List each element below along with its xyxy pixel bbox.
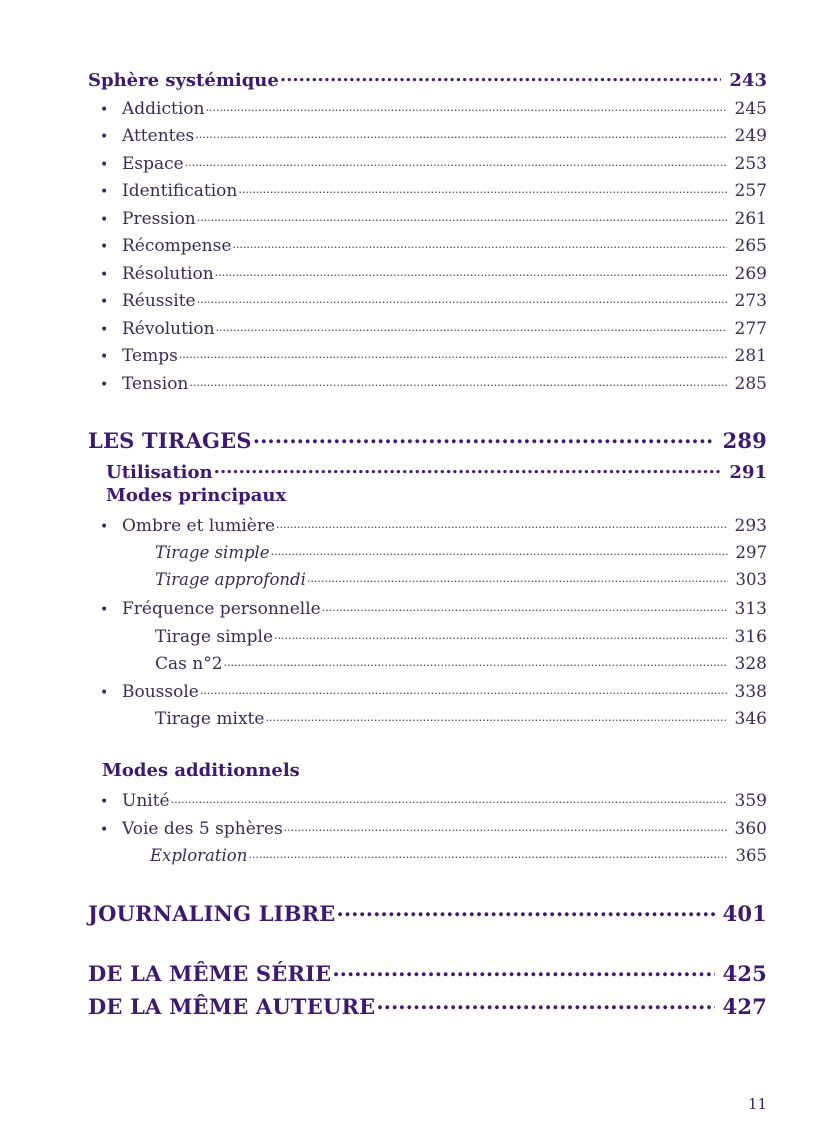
bullet-icon: • (100, 821, 109, 838)
leader-dots (253, 425, 715, 448)
toc-entry-label: Tirage simple (155, 543, 270, 563)
toc-entry-label: Ombre et lumière (122, 515, 276, 536)
toc-entry-label: Utilisation (106, 461, 213, 483)
bullet-icon: • (100, 211, 109, 228)
leader-dots (232, 232, 726, 251)
leader-dots (265, 705, 726, 724)
toc-subentry[interactable] (150, 843, 767, 865)
leader-dots (216, 315, 727, 334)
toc-entry[interactable] (100, 512, 767, 536)
bullet-icon: • (100, 101, 109, 118)
toc-entry-label: DE LA MÊME SÉRIE (88, 961, 332, 987)
bullet-icon: • (100, 793, 109, 810)
toc-entry-page: 245 (734, 98, 767, 119)
leader-dots (197, 287, 727, 306)
toc-entry-page: 316 (734, 626, 767, 647)
bullet-icon: • (100, 321, 109, 338)
toc-entry-label: LES TIRAGES (88, 428, 252, 454)
bullet-icon: • (100, 376, 109, 393)
leader-dots (337, 898, 715, 921)
toc-entry[interactable] (100, 342, 767, 366)
bullet-icon: • (100, 266, 109, 283)
toc-entry-label: JOURNALING LIBRE (88, 901, 336, 927)
toc-entry[interactable] (100, 287, 767, 311)
toc-entry-page: 427 (722, 994, 767, 1020)
toc-entry-label: Tirage approfondi (155, 570, 306, 590)
leader-dots (200, 678, 727, 697)
leader-dots (197, 205, 727, 224)
toc-subentry[interactable] (155, 623, 767, 647)
toc-entry-label: Voie des 5 sphères (122, 818, 283, 839)
toc-entry-label: Cas n°2 (155, 653, 223, 674)
leader-dots (189, 370, 726, 389)
bullet-icon: • (100, 183, 109, 200)
toc-entry-label: Identification (122, 180, 238, 201)
bullet-icon: • (100, 518, 109, 535)
toc-entry-page: 257 (734, 180, 767, 201)
toc-entry-page: 265 (734, 235, 767, 256)
toc-entry-label: Tension (122, 373, 189, 394)
toc-subentry[interactable] (155, 705, 767, 729)
toc-entry-page: 425 (722, 961, 767, 987)
toc-entry[interactable] (100, 260, 767, 284)
toc-entry-page: 249 (734, 125, 767, 146)
toc-entry-page: 338 (734, 681, 767, 702)
toc-entry-label: Espace (122, 153, 184, 174)
toc-entry-page: 277 (734, 318, 767, 339)
bullet-icon: • (100, 293, 109, 310)
toc-entry-label: Récompense (122, 235, 232, 256)
toc-entry-de-la-meme-serie[interactable] (88, 958, 767, 986)
toc-entry-label: Fréquence personnelle (122, 598, 321, 619)
toc-entry-label: Résolution (122, 263, 214, 284)
leader-dots (376, 991, 714, 1014)
leader-dots (185, 150, 727, 169)
toc-entry-page: 303 (735, 570, 767, 590)
toc-entry[interactable] (100, 122, 767, 146)
toc-entry-page: 285 (734, 373, 767, 394)
toc-subentry[interactable] (155, 650, 767, 674)
toc-entry-label: Unité (122, 790, 170, 811)
toc-entry-label: Addiction (122, 98, 205, 119)
toc-entry-de-la-meme-auteure[interactable] (88, 991, 767, 1019)
toc-entry-page: 360 (734, 818, 767, 839)
leader-dots (332, 958, 714, 981)
toc-entry-label: DE LA MÊME AUTEURE (88, 994, 376, 1020)
toc-entry-page: 328 (734, 653, 767, 674)
leader-dots (214, 458, 722, 478)
toc-entry-page: 297 (735, 543, 767, 563)
toc-entry-page: 243 (729, 69, 767, 91)
toc-entry[interactable] (100, 232, 767, 256)
toc-entry-page: 273 (734, 290, 767, 311)
leader-dots (322, 595, 727, 614)
toc-entry[interactable] (100, 815, 767, 839)
toc-entry-page: 261 (734, 208, 767, 229)
toc-entry-page: 281 (734, 345, 767, 366)
toc-entry-journaling-libre[interactable] (88, 898, 767, 926)
toc-entry-page: 346 (734, 708, 767, 729)
bullet-icon: • (100, 156, 109, 173)
modes-principaux-heading: Modes principaux (106, 485, 287, 506)
leader-dots (224, 650, 727, 669)
page-number: 11 (748, 1095, 768, 1113)
modes-additionnels-heading: Modes additionnels (102, 760, 300, 781)
toc-entry-utilisation[interactable] (106, 458, 767, 483)
toc-entry-sphere-systemique[interactable] (88, 66, 767, 91)
toc-subentry[interactable] (155, 540, 767, 562)
bullet-icon: • (100, 348, 109, 365)
toc-entry-label: Attentes (122, 125, 195, 146)
toc-entry[interactable] (100, 678, 767, 702)
toc-entry-page: 253 (734, 153, 767, 174)
toc-entry-label: Temps (122, 345, 178, 366)
toc-entry-page: 313 (734, 598, 767, 619)
toc-entry[interactable] (100, 95, 767, 119)
toc-subentry[interactable] (155, 567, 767, 589)
leader-dots (179, 342, 727, 361)
bullet-icon: • (100, 601, 109, 618)
toc-entry-page: 401 (722, 901, 767, 927)
toc-entry-les-tirages[interactable] (88, 425, 767, 453)
leader-dots (274, 623, 727, 642)
toc-entry-label: Sphère systémique (88, 69, 279, 91)
bullet-icon: • (100, 238, 109, 255)
leader-dots (280, 66, 722, 86)
toc-entry[interactable] (100, 787, 767, 811)
toc-entry-label: Tirage mixte (155, 708, 265, 729)
toc-entry-label: Exploration (150, 846, 248, 866)
toc-entry[interactable] (100, 370, 767, 394)
leader-dots (171, 787, 727, 806)
leader-dots (215, 260, 727, 279)
leader-dots (307, 567, 728, 585)
toc-entry-label: Boussole (122, 681, 199, 702)
toc-entry-page: 365 (735, 846, 767, 866)
leader-dots (248, 843, 727, 861)
leader-dots (238, 177, 726, 196)
toc-entry-label: Réussite (122, 290, 196, 311)
toc-entry-page: 293 (734, 515, 767, 536)
leader-dots (195, 122, 726, 141)
toc-entry[interactable] (100, 595, 767, 619)
toc-entry[interactable] (100, 315, 767, 339)
leader-dots (284, 815, 727, 834)
leader-dots (276, 512, 727, 531)
toc-entry[interactable] (100, 150, 767, 174)
toc-entry-page: 359 (734, 790, 767, 811)
toc-entry-label: Pression (122, 208, 196, 229)
toc-entry[interactable] (100, 205, 767, 229)
toc-entry-label: Tirage simple (155, 626, 274, 647)
leader-dots (271, 540, 728, 558)
bullet-icon: • (100, 684, 109, 701)
toc-entry-page: 269 (734, 263, 767, 284)
toc-entry-label: Révolution (122, 318, 215, 339)
toc-entry[interactable] (100, 177, 767, 201)
bullet-icon: • (100, 128, 109, 145)
toc-entry-page: 289 (722, 428, 767, 454)
leader-dots (205, 95, 726, 114)
toc-entry-page: 291 (729, 461, 767, 483)
